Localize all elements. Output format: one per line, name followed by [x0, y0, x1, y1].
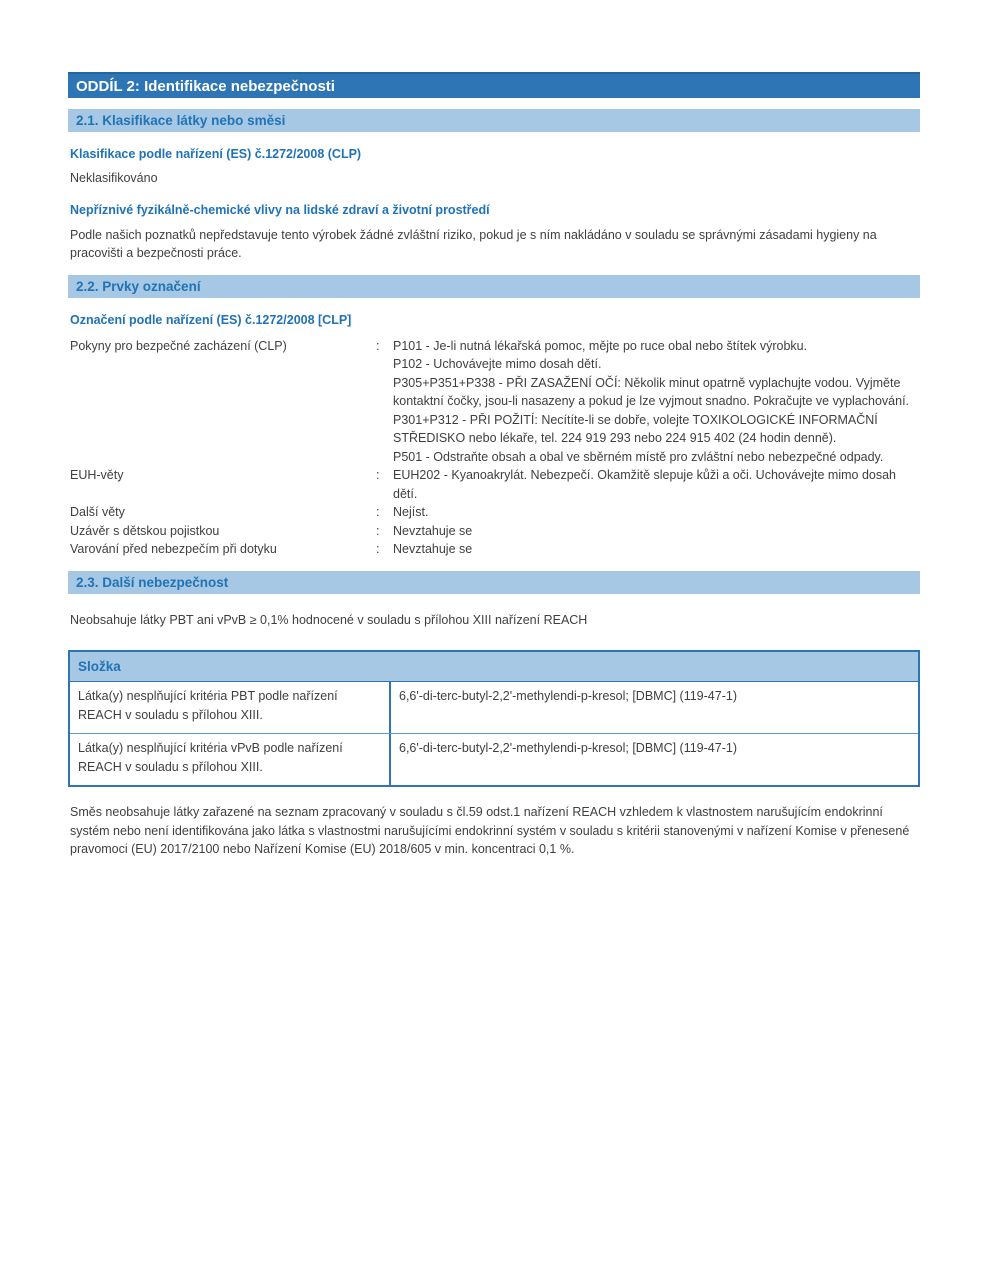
- field-row-precautionary: [70, 337, 920, 467]
- field-label: Varování před nebezpečím při dotyku: [70, 542, 277, 556]
- table-header: Složka: [70, 652, 918, 682]
- field-label: EUH-věty: [70, 468, 124, 482]
- subsection-bar-2-3: [68, 571, 920, 594]
- colon-separator: :: [376, 338, 380, 353]
- subsection-title-2-2: 2.2. Prvky označení: [76, 278, 201, 294]
- colon-separator: :: [376, 505, 380, 519]
- p-phrase: P501 - Odstraňte obsah a obal ve sběrném místě pro zvláštní nebo nebezpečné odpady.: [393, 449, 884, 464]
- field-value: EUH202 - Kyanoakrylát. Nebezpečí. Okamžitě slepuje kůži a oči. Uchovávejte mimo dosah dětí.: [393, 468, 897, 501]
- p-phrase: P101 - Je-li nutná lékařská pomoc, mějte po ruce obal nebo štítek výrobku.: [393, 338, 808, 353]
- field-label: Pokyny pro bezpečné zacházení (CLP): [70, 338, 287, 353]
- heading-adverse-effects: Nepříznivé fyzikálně-chemické vlivy na lidské zdraví a životní prostředí: [70, 202, 490, 217]
- section-header-bar: [68, 72, 920, 98]
- endocrine-note: Směs neobsahuje látky zařazené na seznam zpracovaný v souladu s čl.59 odst.1 nařízení REACH vzhledem k vlastnostem narušujícím endokrinní systém nebo není identifikována jako látka s vlastnostmi narušujícími endokrinní systém v souladu s kritérii stanovenými v nařízení Komise v přenesené pravomoci (EU) 2017/2100 nebo Nařízení Komise (EU) 2018/605 v min. koncentraci 0,1 %.: [70, 805, 910, 856]
- substance-cell: 6,6'-di-terc-butyl-2,2'-methylendi-p-kresol; [DBMC] (119-47-1): [399, 741, 737, 755]
- field-label: Další věty: [70, 505, 125, 519]
- field-value: Nejíst.: [393, 505, 429, 519]
- field-label: Uzávěr s dětskou pojistkou: [70, 523, 220, 538]
- heading-labelling: Označení podle nařízení (ES) č.1272/2008 [CLP]: [70, 312, 352, 327]
- field-value: [393, 337, 920, 467]
- heading-classification: Klasifikace podle nařízení (ES) č.1272/2008 (CLP): [70, 147, 362, 161]
- table-row: [70, 734, 918, 785]
- field-row-tactile-warning: [70, 540, 920, 559]
- labelling-fields: [70, 337, 920, 559]
- classification-value: Neklasifikováno: [70, 171, 158, 185]
- criteria-cell: Látka(y) nesplňující kritéria vPvB podle nařízení REACH v souladu s přílohou XIII.: [70, 734, 391, 785]
- component-table: [68, 650, 920, 787]
- adverse-effects-text: Podle našich poznatků nepředstavuje tento výrobek žádné zvláštní riziko, pokud je s ním nakládáno v souladu se správnými zásadami hygieny na pracovišti a bezpečnosti práce.: [70, 227, 877, 260]
- colon-separator: :: [376, 468, 380, 482]
- pbt-note: Neobsahuje látky PBT ani vPvB ≥ 0,1% hodnocené v souladu s přílohou XIII nařízení REACH: [70, 612, 588, 627]
- subsection-bar-2-2: [68, 275, 920, 298]
- section-title: ODDÍL 2: Identifikace nebezpečnosti: [76, 78, 335, 95]
- substance-cell: 6,6'-di-terc-butyl-2,2'-methylendi-p-kresol; [DBMC] (119-47-1): [399, 689, 737, 703]
- criteria-cell: Látka(y) nesplňující kritéria PBT podle nařízení REACH v souladu s přílohou XIII.: [70, 682, 391, 733]
- field-value: Nevztahuje se: [393, 523, 473, 538]
- field-row-child-fastening: [70, 522, 920, 541]
- colon-separator: :: [376, 542, 380, 556]
- field-row-euh: [70, 466, 920, 503]
- field-value: Nevztahuje se: [393, 542, 473, 556]
- p-phrase: P305+P351+P338 - PŘI ZASAŽENÍ OČÍ: Několik minut opatrně vyplachujte vodou. Vyjměte kontaktní čočky, jsou-li nasazeny a pokud je lze vyjmout snadno. Pokračujte ve vyplachování.: [393, 375, 910, 408]
- subsection-bar-2-1: [68, 109, 920, 132]
- subsection-title-2-1: 2.1. Klasifikace látky nebo směsi: [76, 113, 286, 128]
- document-page: [68, 72, 920, 859]
- colon-separator: :: [376, 523, 380, 538]
- table-row: [70, 682, 918, 734]
- p-phrase: P102 - Uchovávejte mimo dosah dětí.: [393, 357, 602, 371]
- field-row-other-sentences: [70, 503, 920, 522]
- p-phrase: P301+P312 - PŘI POŽITÍ: Necítíte-li se dobře, volejte TOXIKOLOGICKÉ INFORMAČNÍ STŘEDISKO nebo lékaře, tel. 224 919 293 nebo 224 915 402 (24 hodin denně).: [393, 412, 878, 445]
- subsection-title-2-3: 2.3. Další nebezpečnost: [76, 574, 229, 590]
